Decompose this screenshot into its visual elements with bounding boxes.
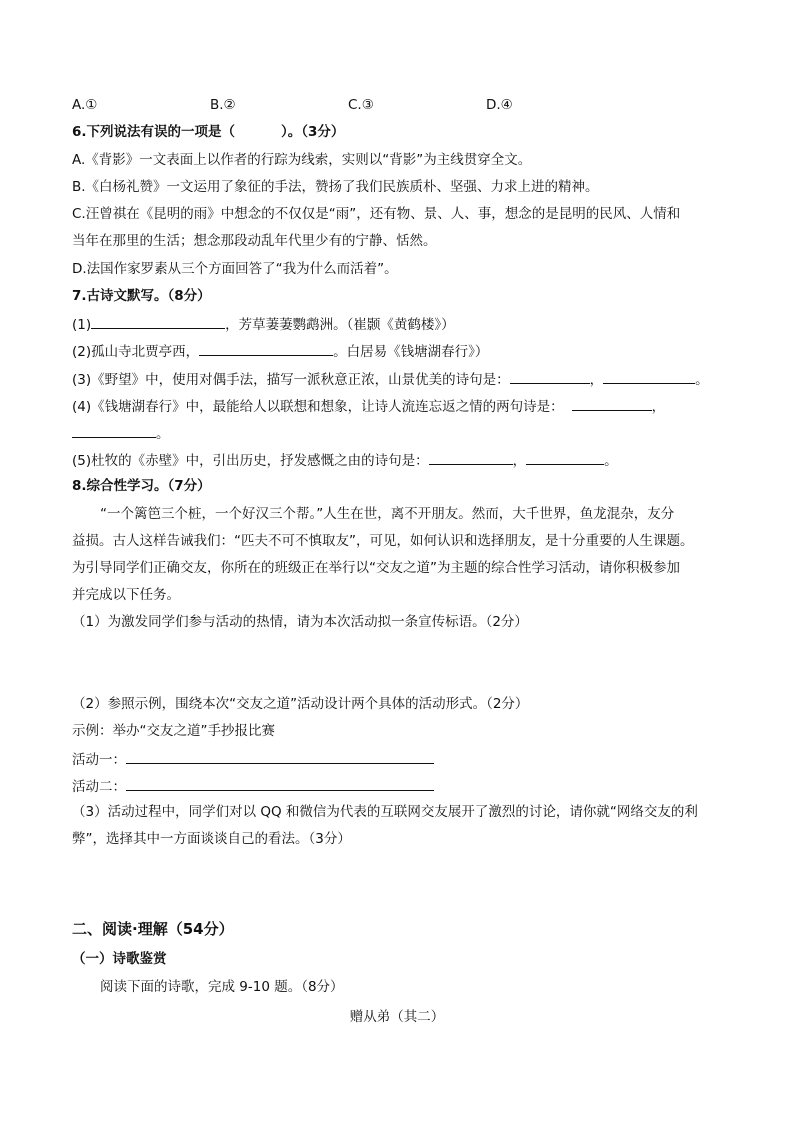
option-b: B.②: [210, 97, 236, 113]
answer-blank[interactable]: [199, 341, 333, 356]
q6-option-b: B.《白杨礼赞》一文运用了象征的手法，赞扬了我们民族质朴、坚强、力求上进的精神。: [72, 179, 599, 195]
q8-passage-line3: 为引导同学们正确交友，你所在的班级正在举行以“交友之道”为主题的综合性学习活动，请你积极参加: [72, 560, 680, 576]
question-6-stem: 6.下列说法有误的一项是（ ）。（3分）: [72, 124, 345, 140]
answer-blank[interactable]: [91, 314, 225, 329]
poem-title: 赠从弟（其二）: [349, 1009, 445, 1025]
q8-task-2: （2）参照示例，围绕本次“交友之道”活动设计两个具体的活动形式。（2分）: [72, 696, 529, 712]
answer-blank[interactable]: [603, 369, 695, 384]
reading-instruction: 阅读下面的诗歌，完成 9-10 题。（8分）: [100, 979, 344, 995]
q8-passage-line1: “一个篱笆三个桩，一个好汉三个帮。”人生在世，离不开朋友。然而，大千世界，鱼龙混杂，友分: [100, 506, 675, 522]
section-2-heading: 二、阅读·理解（54分）: [72, 920, 234, 938]
answer-blank[interactable]: [510, 369, 590, 384]
q8-task-3-line2: 弊”，选择其中一方面谈谈自己的看法。（3分）: [72, 831, 351, 847]
q6-option-c-line2: 当年在那里的生活；想念那段动乱年代里少有的宁静、恬然。: [72, 233, 437, 249]
q8-task-3-line1: （3）活动过程中，同学们对以 QQ 和微信为代表的互联网交友展开了激烈的讨论，请你就“网络交友的利: [72, 804, 698, 820]
q8-activity-2: 活动二：: [72, 776, 434, 796]
q7-item-5: (5)杜牧的《赤壁》中，引出历史，抒发感慨之由的诗句是： ， 。: [72, 450, 618, 470]
q7-item-2: (2)孤山寺北贾亭西， 。白居易《钱塘湖春行》）: [72, 341, 488, 361]
option-c: C.③: [348, 97, 374, 113]
answer-blank[interactable]: [126, 776, 434, 791]
q6-option-c-line1: C.汪曾祺在《昆明的雨》中想念的不仅仅是“雨”，还有物、景、人、事，想念的是昆明的民风、人情和: [72, 206, 681, 222]
option-d: D.④: [486, 97, 513, 113]
option-a: A.①: [72, 97, 98, 113]
q8-task-1: （1）为激发同学们参与活动的热情，请为本次活动拟一条宣传标语。（2分）: [72, 614, 528, 630]
answer-blank[interactable]: [126, 749, 434, 764]
answer-blank[interactable]: [429, 450, 513, 465]
q6-option-a: A.《背影》一文表面上以作者的行踪为线索，实则以“背影”为主线贯穿全文。: [72, 152, 532, 168]
question-7-title: 7.古诗文默写。（8分）: [72, 288, 211, 304]
q7-item-4: (4)《钱塘湖春行》中，最能给人以联想和想象，让诗人流连忘返之情的两句诗是： ，: [72, 396, 665, 416]
q8-activity-1: 活动一：: [72, 749, 434, 769]
q8-example: 示例：举办“交友之道”手抄报比赛: [72, 723, 275, 739]
q8-passage-line2: 益损。古人这样告诫我们：“匹夫不可不慎取友”，可见，如何认识和选择朋友，是十分重要的人生课题。: [72, 533, 694, 549]
q7-item-4-cont: 。: [72, 423, 170, 443]
answer-blank[interactable]: [72, 423, 156, 438]
q7-item-3: (3)《野望》中，使用对偶手法，描写一派秋意正浓，山景优美的诗句是： ， 。: [72, 369, 709, 389]
subsection-heading: （一）诗歌鉴赏: [72, 951, 167, 967]
q6-option-d: D.法国作家罗素从三个方面回答了“我为什么而活着”。: [72, 261, 398, 277]
question-8-title: 8.综合性学习。（7分）: [72, 478, 211, 494]
answer-blank[interactable]: [526, 450, 604, 465]
q8-passage-line4: 并完成以下任务。: [72, 587, 180, 603]
q7-item-1: (1) ，芳草萋萋鹦鹉洲。（崔颢《黄鹤楼》）: [72, 314, 455, 334]
answer-blank[interactable]: [572, 396, 652, 411]
